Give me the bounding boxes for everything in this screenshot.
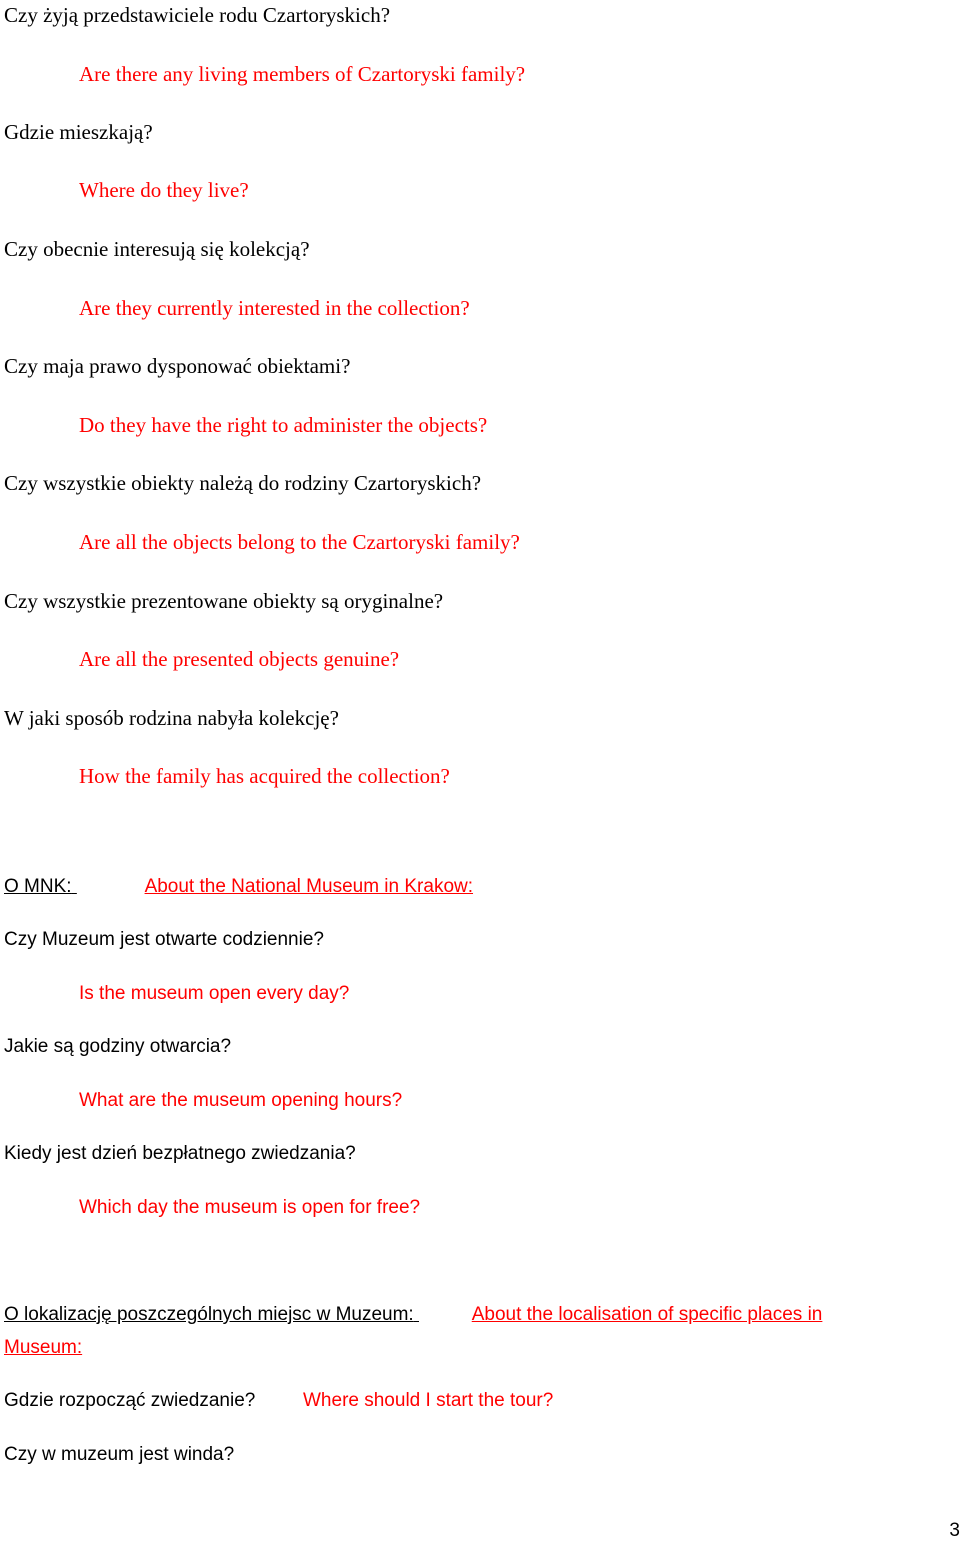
heading-pl: O MNK: [4,876,72,897]
underline-gap [72,875,145,899]
question-en: Is the museum open every day? [79,983,350,1004]
question-pl: W jaki sposób rodzina nabyła kolekcję? [4,706,339,730]
question-pl: Gdzie mieszkają? [4,120,153,144]
question-pl: Czy maja prawo dysponować obiektami? [4,354,351,378]
question-pl: Czy Muzeum jest otwarte codziennie? [4,929,324,950]
question-en: Which day the museum is open for free? [79,1197,421,1218]
question-en: How the family has acquired the collection? [79,764,450,788]
question-pl: Kiedy jest dzień bezpłatnego zwiedzania? [4,1143,356,1164]
question-pl: Czy obecnie interesują się kolekcją? [4,237,310,261]
section-heading-location [4,1303,822,1327]
question-en: Are all the objects belong to the Czartoryski family? [79,530,520,554]
question-en: Where do they live? [79,178,249,202]
question-en: Do they have the right to administer the objects? [79,413,488,437]
heading-en: About the National Museum in Krakow: [144,876,474,897]
page-number: 3 [949,1520,960,1541]
question-en: Are they currently interested in the collection? [79,296,470,320]
question-pl: Czy w muzeum jest winda? [4,1444,235,1465]
question-en: Where should I start the tour? [303,1390,554,1411]
section-heading-mnk [4,875,473,899]
question-pl: Czy wszystkie obiekty należą do rodziny Czartoryskich? [4,471,482,495]
heading-en-continued: Museum: [4,1337,83,1358]
question-pl: Czy wszystkie prezentowane obiekty są oryginalne? [4,589,444,613]
question-en: Are there any living members of Czartoryski family? [79,62,526,86]
question-pl: Jakie są godziny otwarcia? [4,1036,232,1057]
heading-pl: O lokalizację poszczególnych miejsc w Muzeum: [4,1304,414,1325]
question-pl: Gdzie rozpocząć zwiedzanie? [4,1390,256,1411]
question-pl: Czy żyją przedstawiciele rodu Czartoryskich? [4,3,391,27]
question-en: Are all the presented objects genuine? [79,647,400,671]
underline-gap [414,1303,472,1327]
heading-en: About the localisation of specific places in [471,1304,823,1325]
question-en: What are the museum opening hours? [79,1090,403,1111]
